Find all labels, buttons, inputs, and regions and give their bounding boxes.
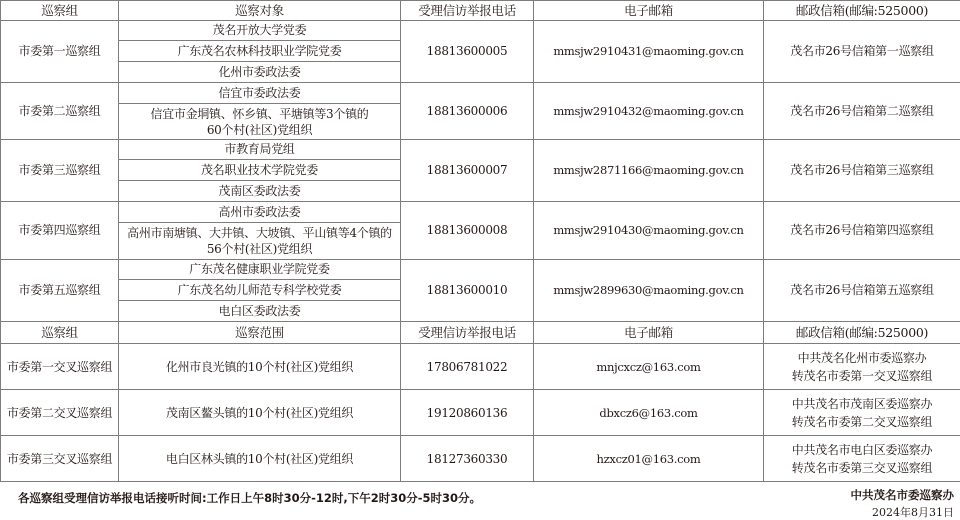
hotline-hours-note: 各巡察组受理信访举报电话接听时间:工作日上午8时30分-12时,下午2时30分-5时30分。 [18,490,481,506]
target-item: 茂南区委政法委 [119,181,401,202]
header-mail: 邮政信箱(邮编:525000) [764,1,960,21]
phone-number: 19120860136 [401,390,534,436]
table-row [1,260,960,280]
cross-group-scope: 茂南区鳌头镇的10个村(社区)党组织 [119,390,401,436]
mail-box: 茂名市26号信箱第三巡察组 [764,140,960,202]
table-row [1,436,960,482]
cross-group-name: 市委第三交叉巡察组 [1,436,119,482]
target-line: 56个村(社区)党组织 [119,241,400,257]
target-item: 广东茂名幼儿师范专科学校党委 [119,280,401,301]
phone-number: 18813600005 [401,21,534,83]
cross-group-scope: 化州市良光镇的10个村(社区)党组织 [119,344,401,390]
mail-box: 茂名市26号信箱第一巡察组 [764,21,960,83]
target-item: 茂名职业技术学院党委 [119,160,401,181]
header-email: 电子邮箱 [534,322,764,344]
group-name: 市委第四巡察组 [1,202,119,260]
table-header-row [1,1,960,21]
phone-number: 18813600007 [401,140,534,202]
header-phone: 受理信访举报电话 [401,322,534,344]
mail-line: 中共茂名化州市委巡察办 [764,349,960,367]
header-email: 电子邮箱 [534,1,764,21]
mail-line: 转茂名市委第三交叉巡察组 [764,459,960,477]
header-scope: 巡察范围 [119,322,401,344]
target-item-multiline [119,104,401,140]
email-address: mnjcxcz@163.com [534,344,764,390]
mail-box: 茂名市26号信箱第二巡察组 [764,83,960,140]
target-item: 化州市委政法委 [119,62,401,83]
mail-box: 茂名市26号信箱第四巡察组 [764,202,960,260]
target-item: 广东茂名健康职业学院党委 [119,260,401,280]
mail-line: 转茂名市委第二交叉巡察组 [764,413,960,431]
header-target: 巡察对象 [119,1,401,21]
mail-line: 转茂名市委第一交叉巡察组 [764,367,960,385]
table-row [1,140,960,160]
table-row [1,344,960,390]
phone-number: 18127360330 [401,436,534,482]
phone-number: 18813600008 [401,202,534,260]
phone-number: 18813600006 [401,83,534,140]
email-address: hzxcz01@163.com [534,436,764,482]
group-name: 市委第一巡察组 [1,21,119,83]
header-group: 巡察组 [1,1,119,21]
group-name: 市委第二巡察组 [1,83,119,140]
target-line: 60个村(社区)党组织 [119,122,400,138]
mail-box [764,344,960,390]
phone-number: 18813600010 [401,260,534,322]
issuing-organization: 中共茂名市委巡察办 [851,488,955,503]
mail-line: 中共茂名市茂南区委巡察办 [764,395,960,413]
group-name: 市委第五巡察组 [1,260,119,322]
email-address: mmsjw2899630@maoming.gov.cn [534,260,764,322]
mail-box: 茂名市26号信箱第五巡察组 [764,260,960,322]
email-address: mmsjw2910431@maoming.gov.cn [534,21,764,83]
cross-group-scope: 电白区林头镇的10个村(社区)党组织 [119,436,401,482]
target-item: 高州市委政法委 [119,202,401,223]
target-line: 信宜市金垌镇、怀乡镇、平塘镇等3个镇的 [119,106,400,122]
mail-box [764,390,960,436]
table-row [1,83,960,104]
table-row [1,21,960,41]
target-item: 广东茂名农林科技职业学院党委 [119,41,401,62]
email-address: mmsjw2910432@maoming.gov.cn [534,83,764,140]
target-item: 电白区委政法委 [119,301,401,322]
header-group: 巡察组 [1,322,119,344]
target-item-multiline [119,223,401,260]
target-line: 高州市南塘镇、大井镇、大坡镇、平山镇等4个镇的 [119,225,400,241]
group-name: 市委第三巡察组 [1,140,119,202]
table-header-row [1,322,960,344]
cross-group-name: 市委第一交叉巡察组 [1,344,119,390]
target-item: 信宜市委政法委 [119,83,401,104]
cross-group-name: 市委第二交叉巡察组 [1,390,119,436]
mail-line: 中共茂名市电白区委巡察办 [764,441,960,459]
target-item: 市教育局党组 [119,140,401,160]
mail-box [764,436,960,482]
email-address: mmsjw2910430@maoming.gov.cn [534,202,764,260]
email-address: mmsjw2871166@maoming.gov.cn [534,140,764,202]
target-item: 茂名开放大学党委 [119,21,401,41]
header-phone: 受理信访举报电话 [401,1,534,21]
header-mail: 邮政信箱(邮编:525000) [764,322,960,344]
issue-date: 2024年8月31日 [872,504,954,520]
table-row [1,202,960,223]
table-row [1,390,960,436]
phone-number: 17806781022 [401,344,534,390]
email-address: dbxcz6@163.com [534,390,764,436]
